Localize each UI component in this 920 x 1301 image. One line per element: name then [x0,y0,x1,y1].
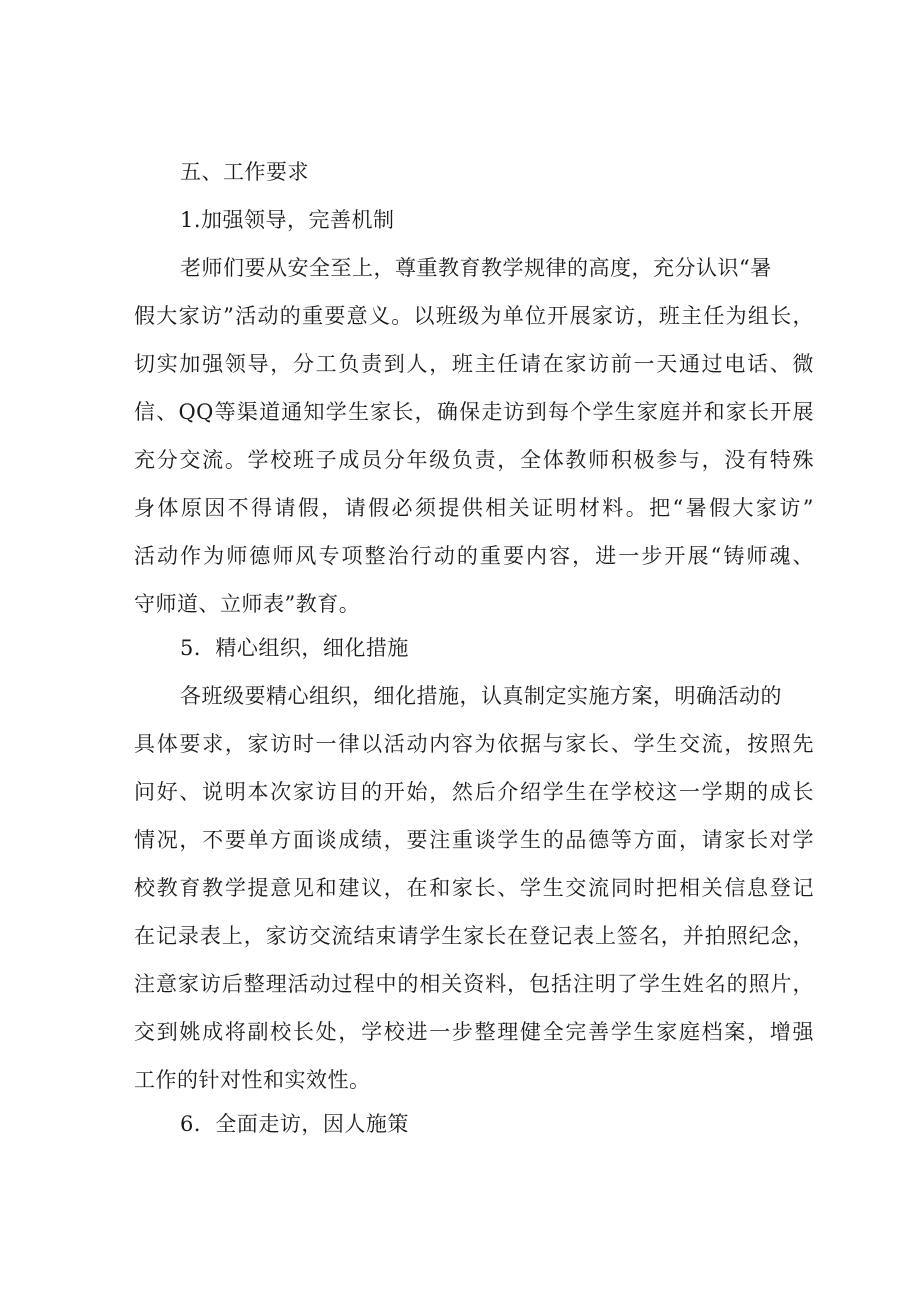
subsection-heading-1: 1.加强领导，完善机制 [180,208,395,232]
paragraph-1-line: 身体原因不得请假，请假必须提供相关证明材料。把“暑假大家访” [134,496,814,520]
paragraph-1-line: 切实加强领导，分工负责到人，班主任请在家访前一天通过电话、微 [134,352,814,376]
paragraph-2-line: 校教育教学提意见和建议，在和家长、学生交流同时把相关信息登记 [134,876,814,900]
paragraph-2-line: 具体要求，家访时一律以活动内容为依据与家长、学生交流，按照先 [134,732,814,756]
subsection-heading-6: 6．全面走访，因人施策 [180,1112,409,1136]
paragraph-1-line: 老师们要从安全至上，尊重教育教学规律的高度，充分认识“暑 [180,256,772,280]
paragraph-1-line: 活动作为师德师风专项整治行动的重要内容，进一步开展“铸师魂、 [134,544,814,568]
paragraph-2-line: 工作的针对性和实效性。 [134,1068,371,1092]
paragraph-2-line: 情况，不要单方面谈成绩，要注重谈学生的品德等方面，请家长对学 [134,828,814,852]
paragraph-2-line: 各班级要精心组织，细化措施，认真制定实施方案，明确活动的 [180,684,782,708]
paragraph-2-line: 问好、说明本次家访目的开始，然后介绍学生在学校这一学期的成长 [134,780,814,804]
paragraph-1-line: 信、QQ等渠道通知学生家长，确保走访到每个学生家庭并和家长开展 [134,400,814,424]
paragraph-1-line: 充分交流。学校班子成员分年级负责，全体教师积极参与，没有特殊 [134,448,814,472]
paragraph-1-line: 假大家访”活动的重要意义。以班级为单位开展家访，班主任为组长， [134,304,814,328]
paragraph-2-line: 交到姚成将副校长处，学校进一步整理健全完善学生家庭档案，增强 [134,1020,814,1044]
paragraph-2-line: 在记录表上，家访交流结束请学生家长在登记表上签名，并拍照纪念， [134,924,814,948]
section-heading: 五、工作要求 [180,160,309,184]
subsection-heading-5: 5．精心组织，细化措施 [180,636,409,660]
paragraph-2-line: 注意家访后整理活动过程中的相关资料，包括注明了学生姓名的照片， [134,972,814,996]
paragraph-1-line: 守师道、立师表”教育。 [134,592,361,616]
